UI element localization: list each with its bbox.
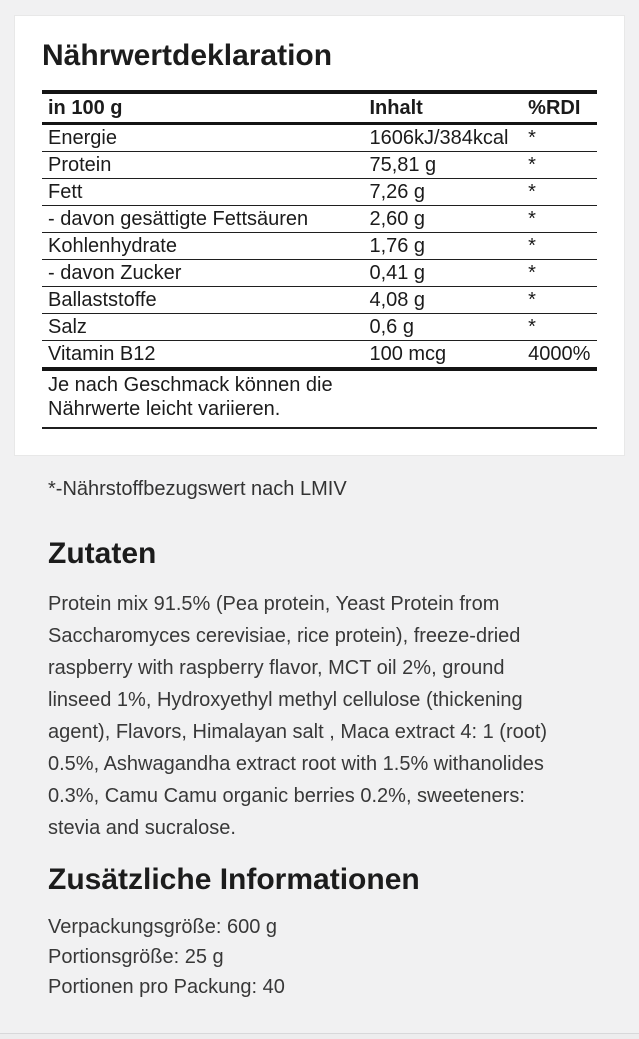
nutrient-amount: 4,08 g	[369, 287, 528, 314]
column-header-amount: Inhalt	[369, 97, 423, 119]
variation-note	[42, 369, 597, 428]
additional-info-block	[48, 912, 629, 1002]
nutrient-rdi: *	[528, 260, 597, 287]
variation-note-line: Je nach Geschmack können die	[48, 374, 333, 396]
nutrient-amount: 1,76 g	[369, 233, 528, 260]
table-row	[42, 206, 597, 233]
ingredients-title: Zutaten	[48, 537, 157, 570]
table-row	[42, 152, 597, 179]
nutrient-amount: 0,41 g	[369, 260, 528, 287]
nutrient-rdi: *	[528, 152, 597, 179]
variation-note-line: Nährwerte leicht variieren.	[48, 398, 281, 420]
nutrient-rdi: *	[528, 314, 597, 341]
nutrition-table	[42, 90, 597, 429]
nutrient-rdi: 4000%	[528, 341, 597, 370]
nutrient-amount: 1606kJ/384kcal	[369, 124, 528, 152]
table-note-row	[42, 369, 597, 428]
nutrient-amount: 0,6 g	[369, 314, 528, 341]
nutrient-amount: 100 mcg	[369, 341, 528, 370]
column-header-per-100g: in 100 g	[48, 97, 123, 119]
nutrient-rdi: *	[528, 287, 597, 314]
table-row	[42, 124, 597, 152]
nutrient-amount: 2,60 g	[369, 206, 528, 233]
table-row	[42, 341, 597, 370]
table-row	[42, 314, 597, 341]
nutrient-rdi: *	[528, 233, 597, 260]
nutrient-rdi: *	[528, 124, 597, 152]
nutrient-name: Vitamin B12	[42, 341, 369, 370]
nutrition-table-header-row	[42, 92, 597, 124]
nutrient-name: - davon Zucker	[42, 260, 369, 287]
nutrient-name: Protein	[42, 152, 369, 179]
table-row	[42, 260, 597, 287]
table-row	[42, 287, 597, 314]
nutrient-name: Kohlenhydrate	[42, 233, 369, 260]
additional-info-line: Portionen pro Packung: 40	[48, 976, 285, 998]
additional-info-line: Portionsgröße: 25 g	[48, 946, 224, 968]
nutrition-card	[14, 15, 625, 456]
nutrition-card-title: Nährwertdeklaration	[42, 39, 333, 72]
nutrient-name: Ballaststoffe	[42, 287, 369, 314]
table-row	[42, 179, 597, 206]
nutrient-name: Fett	[42, 179, 369, 206]
table-row	[42, 233, 597, 260]
column-header-rdi: %RDI	[528, 97, 581, 119]
nutrient-amount: 75,81 g	[369, 152, 528, 179]
nutrient-rdi: *	[528, 206, 597, 233]
nutrient-amount: 7,26 g	[369, 179, 528, 206]
additional-info-line: Verpackungsgröße: 600 g	[48, 916, 278, 938]
nutrient-rdi: *	[528, 179, 597, 206]
next-section-divider	[0, 1033, 639, 1039]
nutrient-name: - davon gesättigte Fettsäuren	[42, 206, 369, 233]
nutrient-name: Salz	[42, 314, 369, 341]
ingredients-text: Protein mix 91.5% (Pea protein, Yeast Protein from Saccharomyces cerevisiae, rice protein), freeze-dried raspberry with raspberry flavor, MCT oil 2%, ground linseed 1%, Hydroxyethyl methyl cellulose (thickening agent), Flavors, Himalayan salt , Maca extract 4: 1 (root) 0.5%, Ashwagandha extract root with 1.5% withanolides 0.3%, Camu Camu organic berries 0.2%, sweeteners: stevia and sucralose.	[48, 593, 548, 839]
additional-info-title: Zusätzliche Informationen	[48, 863, 420, 896]
rdi-footnote: *-Nährstoffbezugswert nach LMIV	[48, 478, 347, 500]
nutrient-name: Energie	[42, 124, 369, 152]
